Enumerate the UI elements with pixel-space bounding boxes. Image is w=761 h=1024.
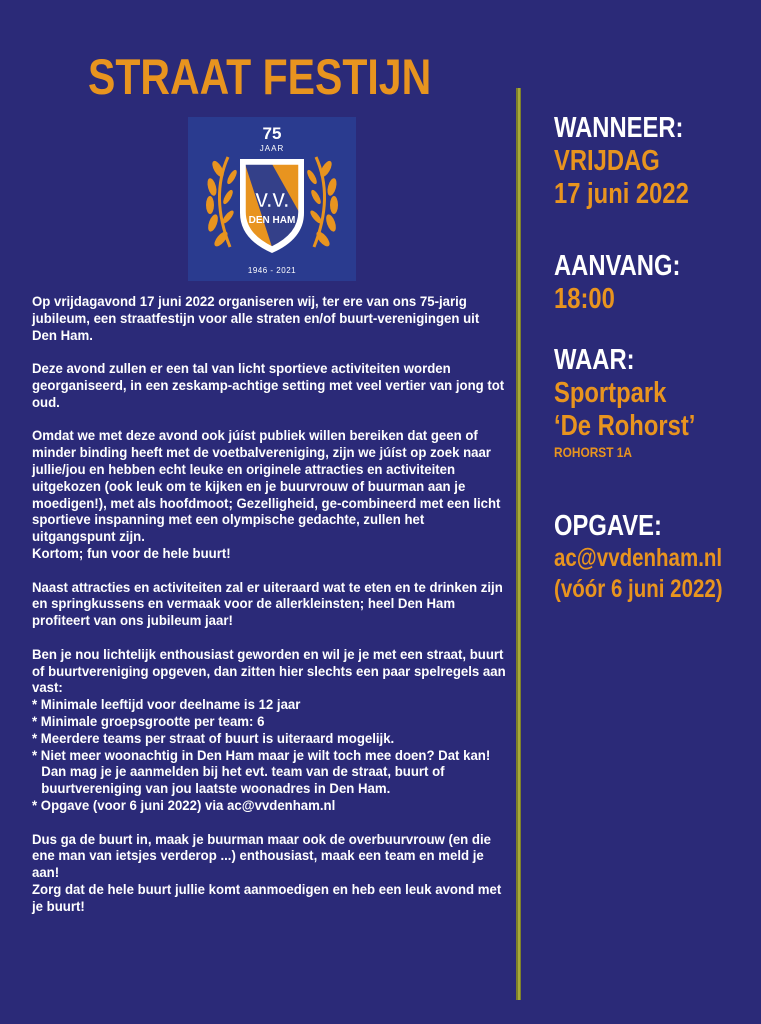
opgave-label: OPGAVE: xyxy=(554,510,662,542)
opgave-deadline: (vóór 6 juni 2022) xyxy=(554,575,723,603)
wanneer-day: VRIJDAG xyxy=(554,145,660,177)
aanvang-label: AANVANG: xyxy=(554,250,681,282)
vertical-divider xyxy=(516,88,521,1000)
aanvang-time: 18:00 xyxy=(554,283,615,315)
paragraph-food: Naast attracties en activiteiten zal er uiteraard wat te eten en te drinken zijn en springkussens en vermaak voor de allerkleinsten; heel Den Ham profiteert van ons jubileum jaar! xyxy=(32,579,503,630)
logo-club-short: V.V. xyxy=(254,190,290,212)
paragraph-closing: Zorg dat de hele buurt jullie komt aanmoedigen en heb een leuk avond met je buurt! xyxy=(32,881,502,915)
logo-jaar: JAAR xyxy=(259,144,285,153)
waar-place-line1: Sportpark xyxy=(554,377,667,409)
page-title: STRAAT FESTIJN xyxy=(88,49,432,105)
waar-address: ROHORST 1A xyxy=(554,444,633,460)
list-item: * Minimale leeftijd voor deelname is 12 jaar xyxy=(32,697,301,714)
paragraph-audience: Omdat we met deze avond ook júíst publiek willen bereiken dat geen of minder binding heeft met de voetbalvereniging, zijn we júíst op zoek naar jullie/jou en hebben echt leuke en originele attracties en activiteiten uitgekozen (ook leuk om te kijken en je buurvrouw of buurman aan je moedigen!), met als hoofdmoot; Gezelligheid, ge-combineerd met een licht sportieve inspanning met een olympische gedachte, zullen het uitgangspunt zijn. xyxy=(32,428,501,546)
list-item: * Minimale groepsgrootte per team: 6 xyxy=(32,713,265,730)
wanneer-label: WANNEER: xyxy=(554,112,684,144)
waar-place-line2: ‘De Rohorst’ xyxy=(554,410,696,442)
logo-dates: 1946 - 2021 xyxy=(247,266,297,275)
list-item: * Opgave (voor 6 juni 2022) via ac@vvdenham.nl xyxy=(32,797,336,814)
wanneer-date: 17 juni 2022 xyxy=(554,178,689,210)
paragraph-activities: Deze avond zullen er een tal van licht sportieve activiteiten worden georganiseerd, in een zeskamp-achtige setting met veel vertier van jong tot oud. xyxy=(32,361,505,411)
opgave-email[interactable]: ac@vvdenham.nl xyxy=(554,544,723,572)
waar-label: WAAR: xyxy=(554,344,635,376)
logo-club-name: DEN HAM xyxy=(248,215,296,226)
paragraph-signup: Ben je nou lichtelijk enthousiast geworden en wil je je met een straat, buurt of buurtvereniging opgeven, dan zitten hier slechts een paar spelregels aan vast: xyxy=(32,646,506,697)
paragraph-cta: Dus ga de buurt in, maak je buurman maar ook de overbuurvrouw (en die ene man van ietsjes verderop ...) enthousiast, maak een team en meld je aan! xyxy=(32,831,491,882)
list-item: * Niet meer woonachtig in Den Ham maar je wilt toch mee doen? Dat kan! Dan mag je je aanmelden bij het evt. team van de straat, buurt of buurtvereniging van jou laatste woonadres in Den Ham. xyxy=(32,747,491,798)
paragraph-kortom: Kortom; fun voor de hele buurt! xyxy=(32,545,231,562)
list-item: * Meerdere teams per straat of buurt is uiteraard mogelijk. xyxy=(32,730,395,747)
rules-list xyxy=(32,697,506,815)
logo-years: 75 xyxy=(262,124,282,143)
paragraph-intro: Op vrijdagavond 17 juni 2022 organiseren wij, ter ere van ons 75-jarig jubileum, een straatfestijn voor alle straten en/of buurt-verenigingen uit Den Ham. xyxy=(32,294,480,344)
body-text xyxy=(32,294,506,932)
club-logo xyxy=(188,117,356,281)
